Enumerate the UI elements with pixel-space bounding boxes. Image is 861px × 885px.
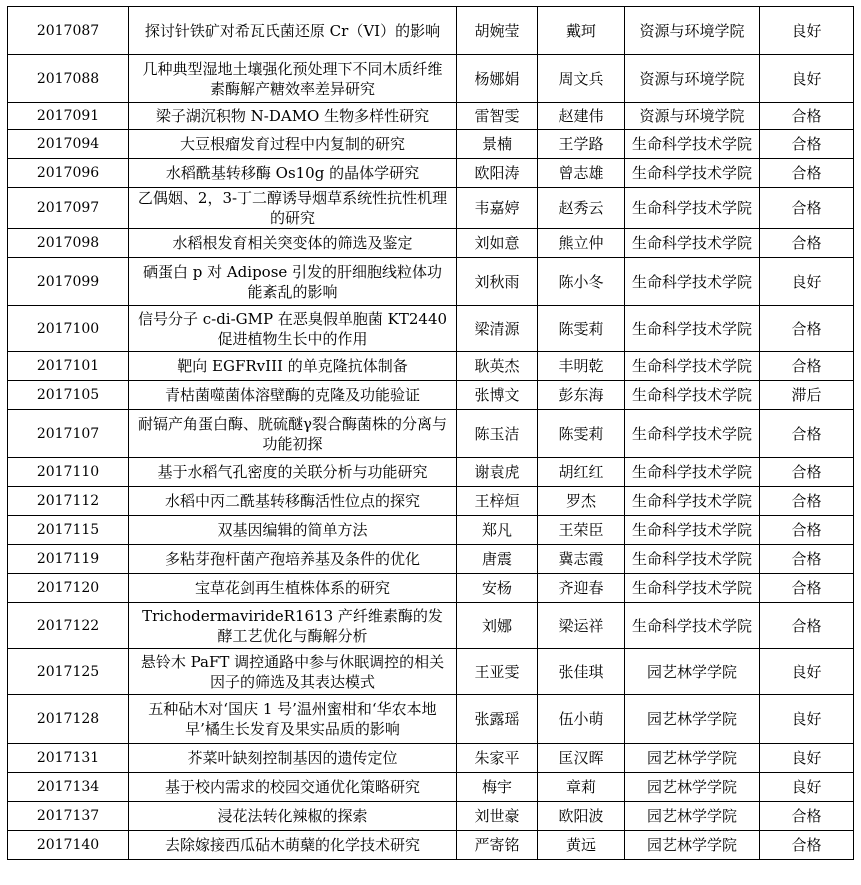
project-title-cell: 水稻酰基转移酶 Os10g 的晶体学研究	[129, 159, 457, 188]
grade-cell: 合格	[760, 458, 854, 487]
advisor-name-cell: 彭东海	[538, 381, 625, 410]
advisor-name-cell: 匡汉晖	[538, 744, 625, 773]
grade-cell: 合格	[760, 103, 854, 130]
project-title-cell: 梁子湖沉积物 N-DAMO 生物多样性研究	[129, 103, 457, 130]
advisor-name-cell: 梁运祥	[538, 603, 625, 649]
advisor-name-cell: 黄远	[538, 831, 625, 860]
project-title-cell: 多粘芽孢杆菌产孢培养基及条件的优化	[129, 545, 457, 574]
student-name-cell: 刘世豪	[457, 802, 538, 831]
grade-cell: 合格	[760, 306, 854, 352]
project-id-cell: 2017122	[8, 603, 129, 649]
project-id-cell: 2017119	[8, 545, 129, 574]
project-id-cell: 2017107	[8, 410, 129, 458]
advisor-name-cell: 曾志雄	[538, 159, 625, 188]
advisor-name-cell: 戴珂	[538, 7, 625, 55]
student-name-cell: 朱家平	[457, 744, 538, 773]
advisor-name-cell: 陈小冬	[538, 258, 625, 306]
project-title-cell: 基于水稻气孔密度的关联分析与功能研究	[129, 458, 457, 487]
project-id-cell: 2017125	[8, 649, 129, 695]
project-title-cell: 宝草花剑再生植株体系的研究	[129, 574, 457, 603]
table-row	[8, 188, 854, 229]
grade-cell: 合格	[760, 188, 854, 229]
project-title-cell: 耐镉产角蛋白酶、胱硫醚γ裂合酶菌株的分离与功能初探	[129, 410, 457, 458]
grade-cell: 良好	[760, 744, 854, 773]
advisor-name-cell: 罗杰	[538, 487, 625, 516]
table-row	[8, 258, 854, 306]
student-name-cell: 张露瑶	[457, 695, 538, 744]
college-cell: 生命科学技术学院	[625, 381, 760, 410]
table-row	[8, 487, 854, 516]
advisor-name-cell: 王学路	[538, 130, 625, 159]
student-name-cell: 陈玉洁	[457, 410, 538, 458]
college-cell: 园艺林学学院	[625, 773, 760, 802]
table-row	[8, 516, 854, 545]
college-cell: 生命科学技术学院	[625, 352, 760, 381]
grade-cell: 良好	[760, 55, 854, 103]
project-title-cell: 信号分子 c-di-GMP 在恶臭假单胞菌 KT2440 促进植物生长中的作用	[129, 306, 457, 352]
advisor-name-cell: 赵建伟	[538, 103, 625, 130]
grade-cell: 合格	[760, 802, 854, 831]
student-name-cell: 刘娜	[457, 603, 538, 649]
grade-cell: 合格	[760, 574, 854, 603]
table-row	[8, 831, 854, 860]
college-cell: 生命科学技术学院	[625, 458, 760, 487]
college-cell: 生命科学技术学院	[625, 188, 760, 229]
project-id-cell: 2017120	[8, 574, 129, 603]
table-row	[8, 352, 854, 381]
student-name-cell: 严寄铭	[457, 831, 538, 860]
project-id-cell: 2017137	[8, 802, 129, 831]
project-title-cell: 硒蛋白 p 对 Adipose 引发的肝细胞线粒体功能紊乱的影响	[129, 258, 457, 306]
student-name-cell: 梅宇	[457, 773, 538, 802]
student-name-cell: 王梓烜	[457, 487, 538, 516]
college-cell: 园艺林学学院	[625, 831, 760, 860]
student-name-cell: 欧阳涛	[457, 159, 538, 188]
table-row	[8, 649, 854, 695]
project-id-cell: 2017115	[8, 516, 129, 545]
college-cell: 生命科学技术学院	[625, 487, 760, 516]
project-title-cell: 基于校内需求的校园交通优化策略研究	[129, 773, 457, 802]
table-row	[8, 744, 854, 773]
grade-cell: 良好	[760, 773, 854, 802]
project-title-cell: TrichodermavirideR1613 产纤维素酶的发酵工艺优化与酶解分析	[129, 603, 457, 649]
table-row	[8, 159, 854, 188]
student-name-cell: 梁清源	[457, 306, 538, 352]
project-id-cell: 2017098	[8, 229, 129, 258]
table-row	[8, 458, 854, 487]
advisor-name-cell: 熊立仲	[538, 229, 625, 258]
college-cell: 园艺林学学院	[625, 802, 760, 831]
project-id-cell: 2017088	[8, 55, 129, 103]
advisor-name-cell: 齐迎春	[538, 574, 625, 603]
project-title-cell: 青枯菌噬菌体溶壁酶的克隆及功能验证	[129, 381, 457, 410]
project-table-body	[8, 7, 854, 860]
table-row	[8, 695, 854, 744]
advisor-name-cell: 冀志霞	[538, 545, 625, 574]
grade-cell: 合格	[760, 130, 854, 159]
grade-cell: 合格	[760, 352, 854, 381]
student-name-cell: 刘如意	[457, 229, 538, 258]
advisor-name-cell: 伍小萌	[538, 695, 625, 744]
project-title-cell: 悬铃木 PaFT 调控通路中参与休眠调控的相关因子的筛选及其表达模式	[129, 649, 457, 695]
college-cell: 资源与环境学院	[625, 55, 760, 103]
project-id-cell: 2017128	[8, 695, 129, 744]
college-cell: 生命科学技术学院	[625, 603, 760, 649]
project-title-cell: 去除嫁接西瓜砧木萌蘖的化学技术研究	[129, 831, 457, 860]
project-id-cell: 2017094	[8, 130, 129, 159]
grade-cell: 良好	[760, 7, 854, 55]
student-name-cell: 谢袁虎	[457, 458, 538, 487]
grade-cell: 合格	[760, 831, 854, 860]
college-cell: 生命科学技术学院	[625, 159, 760, 188]
grade-cell: 合格	[760, 159, 854, 188]
student-name-cell: 王亚雯	[457, 649, 538, 695]
project-id-cell: 2017087	[8, 7, 129, 55]
student-name-cell: 景楠	[457, 130, 538, 159]
advisor-name-cell: 胡红红	[538, 458, 625, 487]
project-id-cell: 2017099	[8, 258, 129, 306]
project-id-cell: 2017101	[8, 352, 129, 381]
college-cell: 园艺林学学院	[625, 695, 760, 744]
advisor-name-cell: 陈雯莉	[538, 410, 625, 458]
student-name-cell: 耿英杰	[457, 352, 538, 381]
college-cell: 资源与环境学院	[625, 103, 760, 130]
college-cell: 生命科学技术学院	[625, 574, 760, 603]
project-id-cell: 2017140	[8, 831, 129, 860]
student-name-cell: 张博文	[457, 381, 538, 410]
advisor-name-cell: 欧阳波	[538, 802, 625, 831]
project-title-cell: 大豆根瘤发育过程中内复制的研究	[129, 130, 457, 159]
project-title-cell: 靶向 EGFRvIII 的单克隆抗体制备	[129, 352, 457, 381]
table-row	[8, 130, 854, 159]
grade-cell: 良好	[760, 258, 854, 306]
table-row	[8, 410, 854, 458]
grade-cell: 良好	[760, 695, 854, 744]
project-id-cell: 2017131	[8, 744, 129, 773]
college-cell: 园艺林学学院	[625, 649, 760, 695]
student-name-cell: 安杨	[457, 574, 538, 603]
project-id-cell: 2017097	[8, 188, 129, 229]
student-name-cell: 刘秋雨	[457, 258, 538, 306]
project-title-cell: 浸花法转化辣椒的探索	[129, 802, 457, 831]
student-name-cell: 唐震	[457, 545, 538, 574]
project-id-cell: 2017105	[8, 381, 129, 410]
table-row	[8, 381, 854, 410]
project-title-cell: 探讨针铁矿对希瓦氏菌还原 Cr（VI）的影响	[129, 7, 457, 55]
project-id-cell: 2017091	[8, 103, 129, 130]
advisor-name-cell: 章莉	[538, 773, 625, 802]
grade-cell: 合格	[760, 516, 854, 545]
grade-cell: 合格	[760, 603, 854, 649]
table-row	[8, 773, 854, 802]
advisor-name-cell: 赵秀云	[538, 188, 625, 229]
project-title-cell: 双基因编辑的简单方法	[129, 516, 457, 545]
project-title-cell: 水稻中丙二酰基转移酶活性位点的探究	[129, 487, 457, 516]
college-cell: 生命科学技术学院	[625, 545, 760, 574]
grade-cell: 良好	[760, 649, 854, 695]
student-name-cell: 杨娜娟	[457, 55, 538, 103]
table-row	[8, 574, 854, 603]
college-cell: 资源与环境学院	[625, 7, 760, 55]
advisor-name-cell: 陈雯莉	[538, 306, 625, 352]
advisor-name-cell: 丰明乾	[538, 352, 625, 381]
student-name-cell: 韦嘉婷	[457, 188, 538, 229]
table-row	[8, 545, 854, 574]
table-row	[8, 306, 854, 352]
college-cell: 生命科学技术学院	[625, 229, 760, 258]
student-name-cell: 雷智雯	[457, 103, 538, 130]
project-title-cell: 芥菜叶缺刻控制基因的遗传定位	[129, 744, 457, 773]
student-name-cell: 胡婉莹	[457, 7, 538, 55]
college-cell: 生命科学技术学院	[625, 410, 760, 458]
table-row	[8, 55, 854, 103]
project-id-cell: 2017112	[8, 487, 129, 516]
table-row	[8, 229, 854, 258]
table-row	[8, 603, 854, 649]
project-id-cell: 2017110	[8, 458, 129, 487]
grade-cell: 滞后	[760, 381, 854, 410]
project-id-cell: 2017134	[8, 773, 129, 802]
grade-cell: 合格	[760, 410, 854, 458]
project-title-cell: 乙偶姻、2，3-丁二醇诱导烟草系统性抗性机理的研究	[129, 188, 457, 229]
project-table	[7, 6, 854, 860]
advisor-name-cell: 周文兵	[538, 55, 625, 103]
project-title-cell: 水稻根发育相关突变体的筛选及鉴定	[129, 229, 457, 258]
college-cell: 生命科学技术学院	[625, 306, 760, 352]
project-title-cell: 五种砧木对‘国庆 1 号’温州蜜柑和‘华农本地早’橘生长发育及果实品质的影响	[129, 695, 457, 744]
college-cell: 生命科学技术学院	[625, 130, 760, 159]
grade-cell: 合格	[760, 229, 854, 258]
grade-cell: 合格	[760, 487, 854, 516]
table-row	[8, 7, 854, 55]
grade-cell: 合格	[760, 545, 854, 574]
student-name-cell: 郑凡	[457, 516, 538, 545]
advisor-name-cell: 张佳琪	[538, 649, 625, 695]
college-cell: 生命科学技术学院	[625, 516, 760, 545]
college-cell: 园艺林学学院	[625, 744, 760, 773]
project-id-cell: 2017096	[8, 159, 129, 188]
project-id-cell: 2017100	[8, 306, 129, 352]
advisor-name-cell: 王荣臣	[538, 516, 625, 545]
table-row	[8, 103, 854, 130]
project-title-cell: 几种典型湿地土壤强化预处理下不同木质纤维素酶解产糖效率差异研究	[129, 55, 457, 103]
table-row	[8, 802, 854, 831]
college-cell: 生命科学技术学院	[625, 258, 760, 306]
